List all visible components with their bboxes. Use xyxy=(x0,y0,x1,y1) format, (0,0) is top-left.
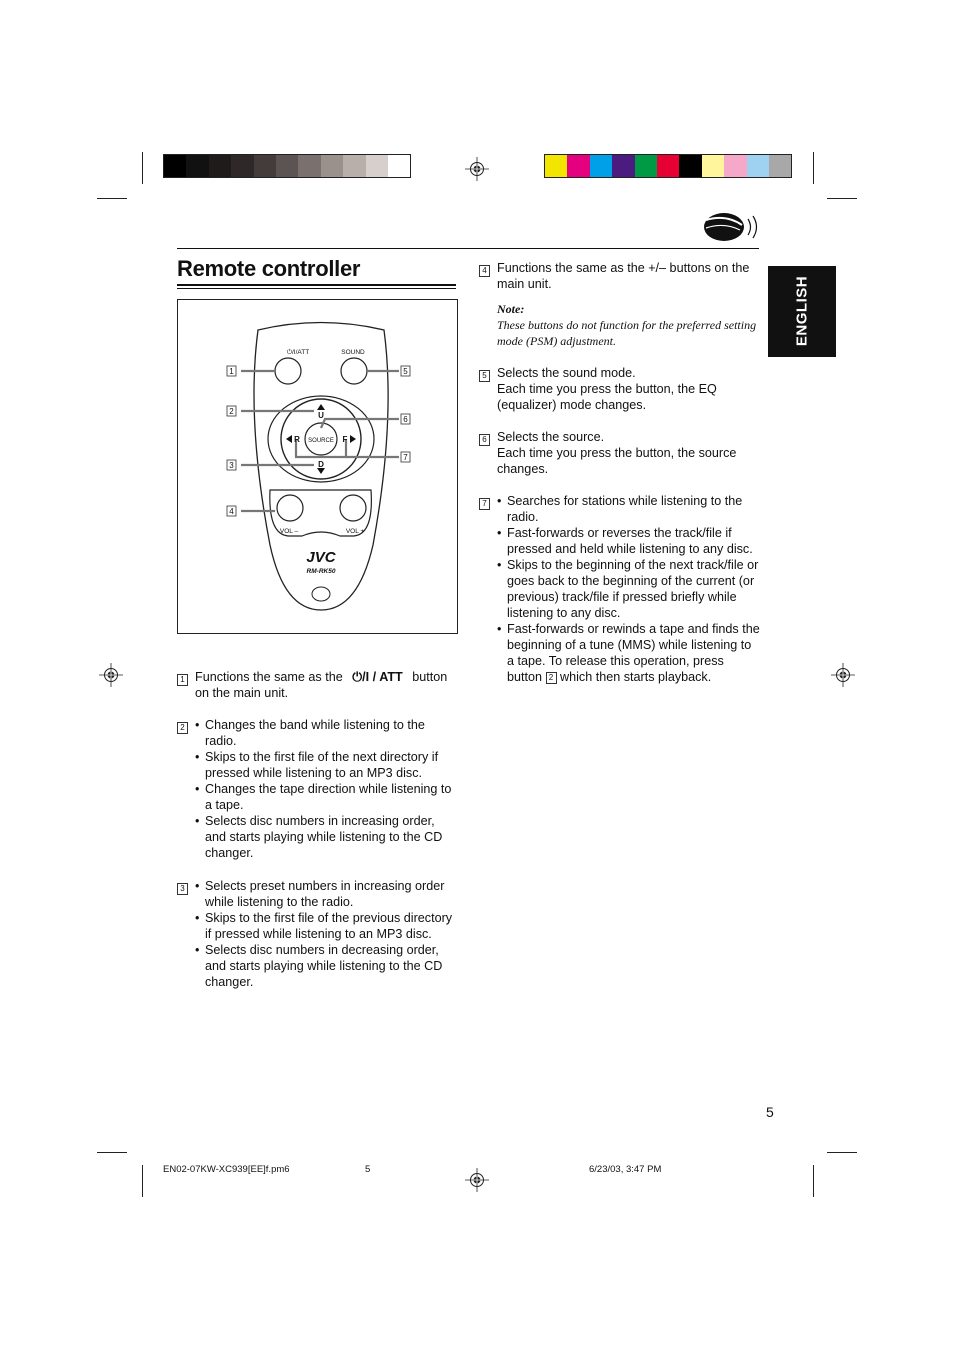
bullet-text: Fast-forwards or rewinds a tape and finds the beginning of a tune (MMS) while listening to a tape. To release this operation, press button xyxy=(507,622,760,684)
bullet-text: • Changes the band while listening to the radio. xyxy=(195,717,459,749)
color-swatch xyxy=(590,155,612,177)
down-label: D xyxy=(318,460,324,469)
color-swatch xyxy=(635,155,657,177)
gray-swatch xyxy=(343,155,365,177)
list-item xyxy=(479,493,760,685)
bullet-text: • Selects disc numbers in increasing order, and starts playing while listening to the CD changer. xyxy=(195,813,459,861)
up-label: U xyxy=(318,411,324,420)
item-text: Selects the sound mode. xyxy=(497,366,636,380)
model-label: RM-RK50 xyxy=(306,568,336,575)
crop-mark xyxy=(813,152,814,184)
language-tab-label: ENGLISH xyxy=(793,275,811,347)
bullet-text: • Fast-forwards or reverses the track/file if pressed and held while listening to any disc. xyxy=(497,525,760,557)
gray-swatch xyxy=(164,155,186,177)
list-item xyxy=(177,669,459,701)
bullet-text: • Skips to the beginning of the next track/file or goes back to the beginning of the current (or previous) track/file if pressed briefly while listening to any disc. xyxy=(497,557,760,621)
gray-swatch xyxy=(366,155,388,177)
item-number: 4 xyxy=(479,265,490,277)
right-label: F xyxy=(342,435,348,444)
gray-swatch xyxy=(186,155,208,177)
gray-swatch xyxy=(254,155,276,177)
crop-mark xyxy=(97,1152,127,1153)
vol-plus-button[interactable] xyxy=(340,495,366,521)
registration-mark-icon xyxy=(465,1168,489,1192)
bullet-text: which then starts playback. xyxy=(560,670,712,684)
footer-filename: EN02-07KW-XC939[EE]f.pm6 xyxy=(163,1164,290,1175)
source-label: SOURCE xyxy=(308,438,334,444)
callout-number: 5 xyxy=(403,367,408,376)
crop-mark xyxy=(142,152,143,184)
list-item xyxy=(177,878,459,990)
registration-mark-icon xyxy=(831,663,855,687)
item-text: Each time you press the button, the EQ (equalizer) mode changes. xyxy=(497,382,717,412)
title-rule xyxy=(177,288,456,289)
note xyxy=(497,301,759,349)
list-item xyxy=(479,365,760,413)
page-title: Remote controller xyxy=(177,256,361,281)
callout-number: 4 xyxy=(229,507,234,516)
item-text: Selects the source. xyxy=(497,430,605,444)
bottom-button xyxy=(312,587,330,601)
bullet-text: • Selects disc numbers in decreasing order, and starts playing while listening to the CD changer. xyxy=(195,942,459,990)
crop-mark xyxy=(97,198,127,199)
language-tab xyxy=(768,266,836,357)
color-swatch xyxy=(702,155,724,177)
crop-mark xyxy=(827,1152,857,1153)
color-swatch xyxy=(567,155,589,177)
color-swatch xyxy=(545,155,567,177)
footer-timestamp: 6/23/03, 3:47 PM xyxy=(589,1164,662,1175)
item-number: 2 xyxy=(177,722,188,734)
list-item xyxy=(177,717,459,861)
item-number: 1 xyxy=(177,674,188,686)
vol-minus-label: VOL – xyxy=(279,528,299,535)
bullet-text: • Skips to the first file of the previous directory if pressed while listening to an MP3 disc. xyxy=(195,910,459,942)
color-swatch xyxy=(679,155,701,177)
item-number: 6 xyxy=(479,434,490,446)
disc-sound-icon xyxy=(700,208,762,246)
grayscale-calibration-bar xyxy=(163,154,411,178)
callout-number: 1 xyxy=(229,367,234,376)
power-att-button[interactable] xyxy=(275,358,301,384)
list-item xyxy=(479,429,760,477)
color-swatch xyxy=(769,155,791,177)
left-label: R xyxy=(294,435,300,444)
header-rule xyxy=(177,248,759,249)
vol-minus-button[interactable] xyxy=(277,495,303,521)
color-swatch xyxy=(724,155,746,177)
gray-swatch xyxy=(276,155,298,177)
crop-mark xyxy=(827,198,857,199)
power-att-label: ⏻/I/ATT xyxy=(286,349,310,356)
color-calibration-bar xyxy=(544,154,792,178)
registration-mark-icon xyxy=(465,157,489,181)
item-number: 5 xyxy=(479,370,490,382)
list-item xyxy=(479,260,760,292)
gray-swatch xyxy=(209,155,231,177)
callout-number: 6 xyxy=(403,415,408,424)
page-number: 5 xyxy=(766,1104,774,1120)
color-swatch xyxy=(747,155,769,177)
bullet-text: • Searches for stations while listening to the radio. xyxy=(497,493,760,525)
note-heading: Note: xyxy=(497,302,525,316)
item-number: 3 xyxy=(177,883,188,895)
item-text: Each time you press the button, the source changes. xyxy=(497,446,737,476)
note-text: These buttons do not function for the preferred setting mode (PSM) adjustment. xyxy=(497,318,757,348)
footer-page: 5 xyxy=(365,1164,371,1175)
item-text: button on the main unit. xyxy=(195,670,448,700)
callout-number: 2 xyxy=(229,407,234,416)
remote-diagram xyxy=(177,299,458,634)
brand-logo: JVC xyxy=(306,549,336,566)
bullet-text: • Changes the tape direction while listening to a tape. xyxy=(195,781,459,813)
vol-plus-label: VOL + xyxy=(345,528,365,535)
gray-swatch xyxy=(321,155,343,177)
crop-mark xyxy=(142,1165,143,1197)
sound-label: SOUND xyxy=(341,349,365,356)
title-rule xyxy=(177,284,456,286)
color-swatch xyxy=(657,155,679,177)
item-number: 7 xyxy=(479,498,490,510)
gray-swatch xyxy=(298,155,320,177)
item-text: Functions the same as the +/– buttons on the main unit. xyxy=(497,261,750,291)
gray-swatch xyxy=(388,155,410,177)
callout-number: 3 xyxy=(229,461,234,470)
bullet-text: • Skips to the first file of the next directory if pressed while listening to an MP3 disc. xyxy=(195,749,459,781)
registration-mark-icon xyxy=(99,663,123,687)
power-att-symbol: ⏻/I / ATT xyxy=(352,670,403,684)
bullet-text: • Selects preset numbers in increasing order while listening to the radio. xyxy=(195,878,459,910)
sound-button[interactable] xyxy=(341,358,367,384)
item-text: Functions the same as the xyxy=(195,670,343,684)
color-swatch xyxy=(612,155,634,177)
callout-number: 7 xyxy=(403,453,408,462)
crop-mark xyxy=(813,1165,814,1197)
gray-swatch xyxy=(231,155,253,177)
bullet-item xyxy=(497,621,760,685)
item-reference: 2 xyxy=(546,672,557,684)
